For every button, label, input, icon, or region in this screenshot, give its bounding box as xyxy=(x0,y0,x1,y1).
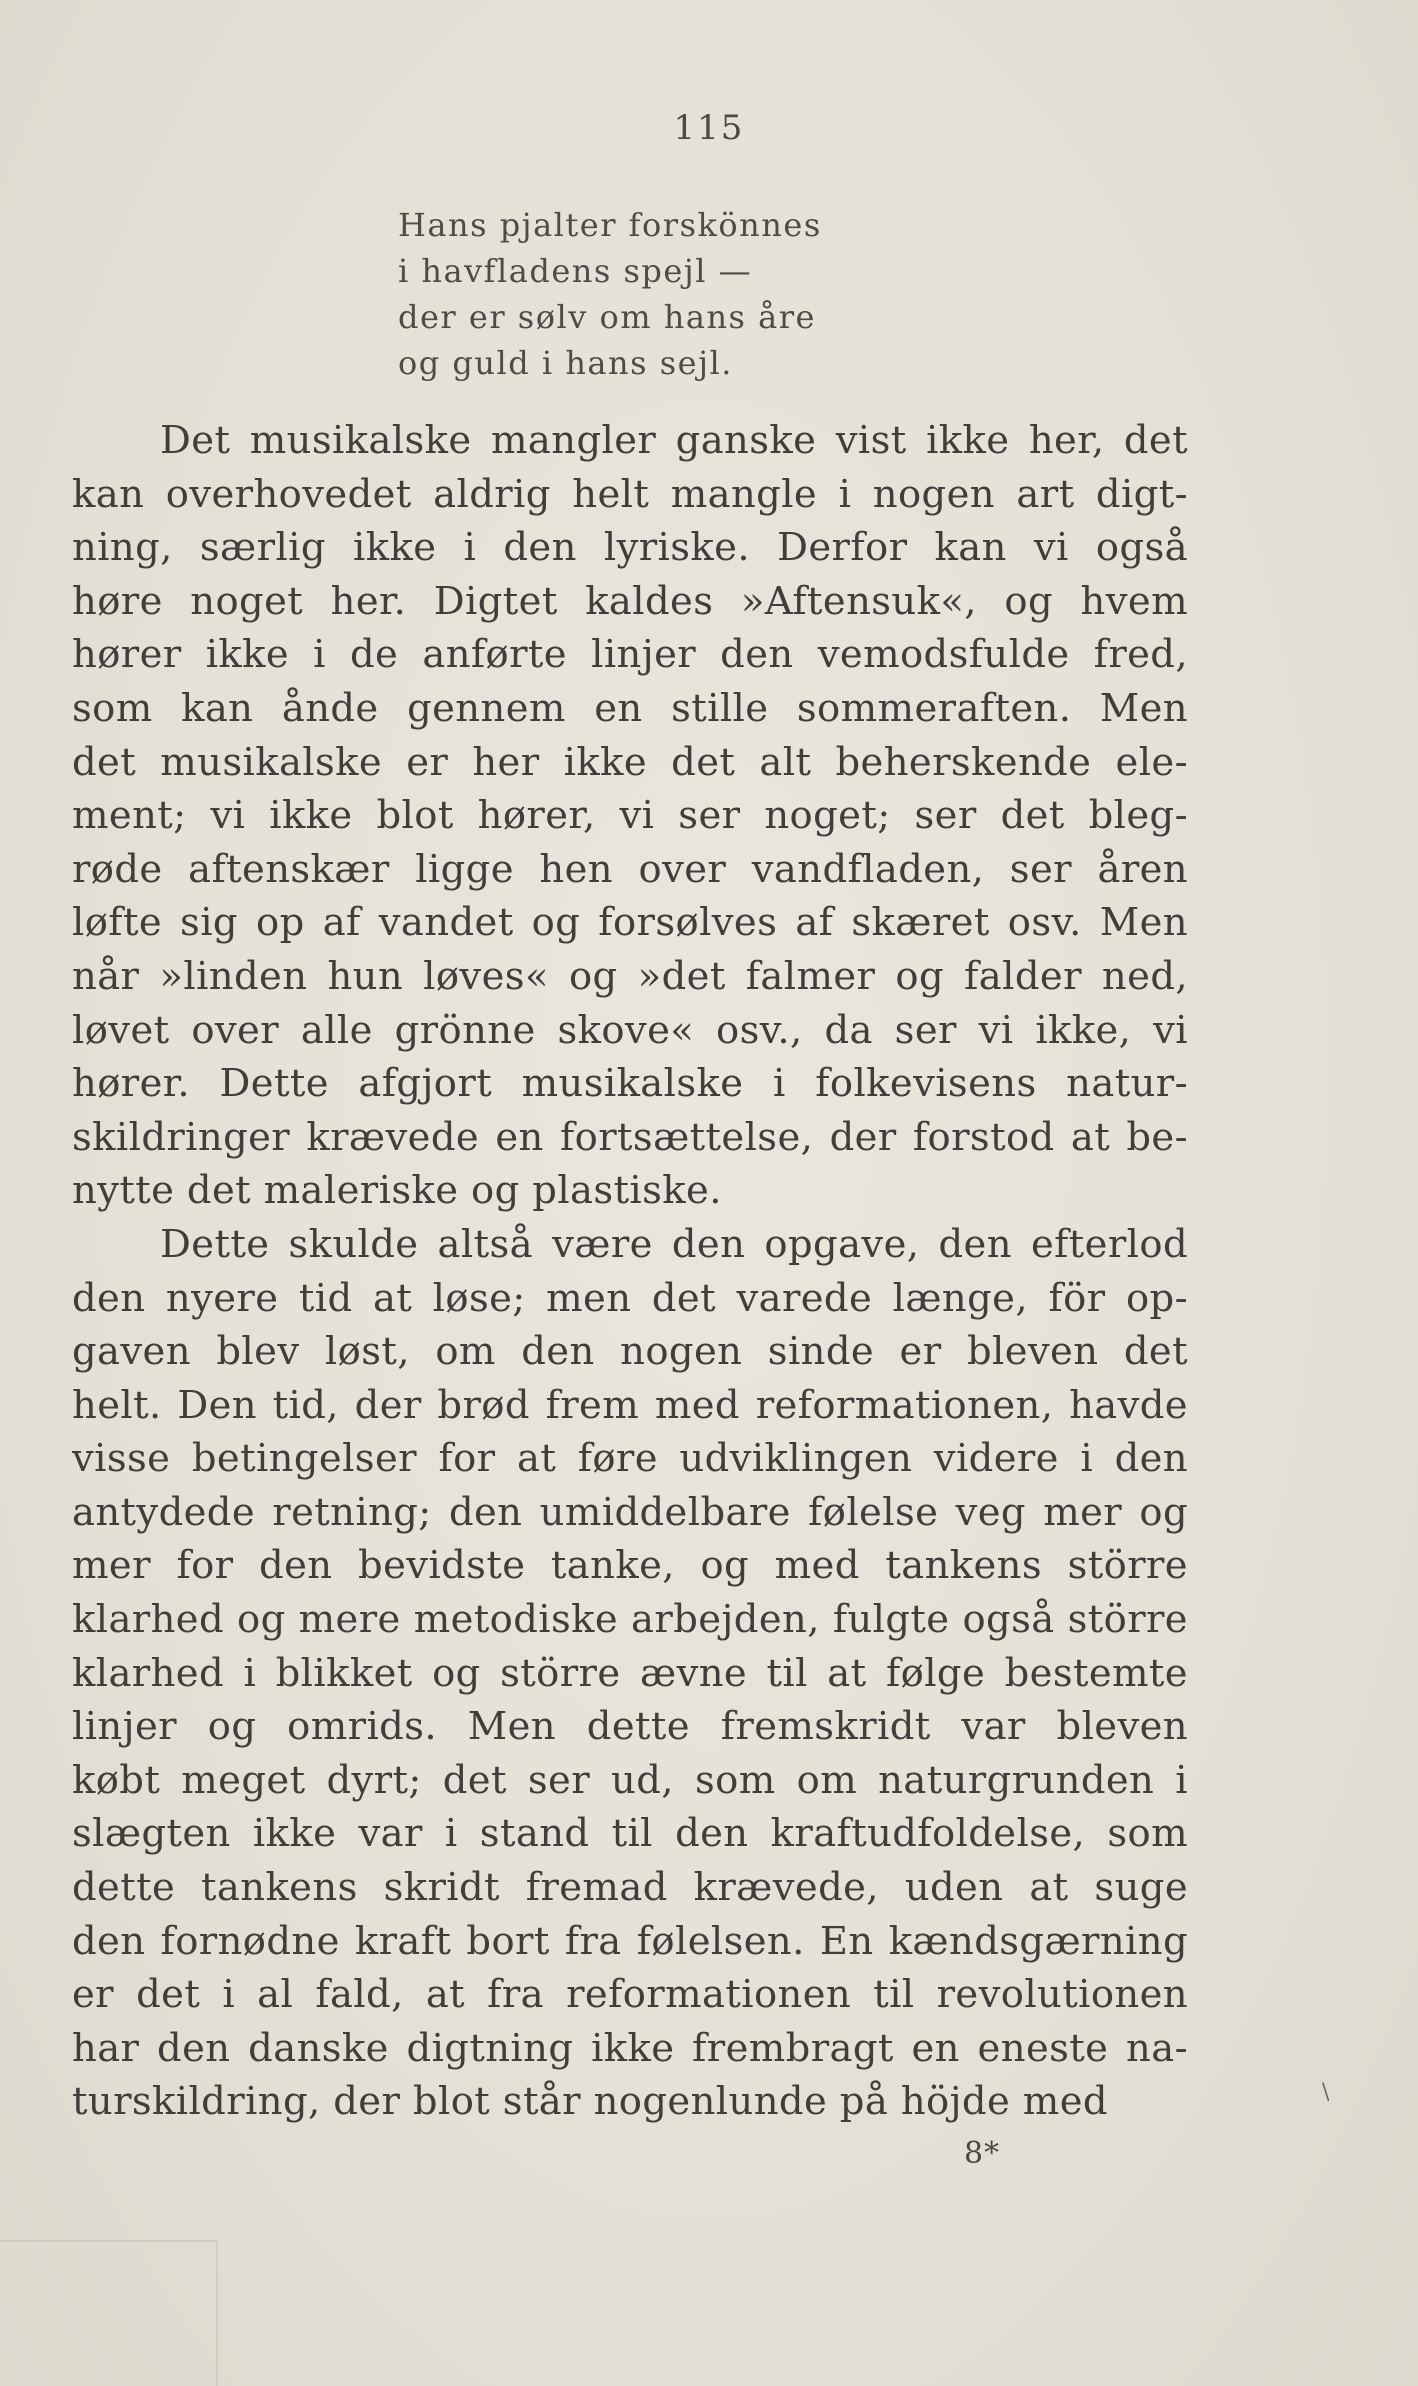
text-line: klarhed i blikket og större ævne til at følge bestemte xyxy=(72,1650,1188,1696)
text-line: klarhed og mere metodiske arbejden, fulgte også större xyxy=(72,1597,1188,1643)
text-line: Det musikalske mangler ganske vist ikke her, det xyxy=(160,418,1188,463)
stray-mark: \ xyxy=(1322,2080,1330,2105)
text-line: røde aftenskær ligge hen over vandfladen, ser åren xyxy=(72,846,1188,892)
signature-mark: 8* xyxy=(964,2136,1001,2171)
text-line: løfte sig op af vandet og forsølves af skæret osv. Men xyxy=(72,900,1188,946)
text-line: skildringer krævede en fortsættelse, der forstod at be- xyxy=(72,1114,1188,1160)
verse-block xyxy=(398,202,822,386)
text-line: antydede retning; den umiddelbare følelse veg mer og xyxy=(72,1489,1188,1535)
text-line: ment; vi ikke blot hører, vi ser noget; ser det bleg- xyxy=(72,793,1188,839)
text-line: løvet over alle grönne skove« osv., da ser vi ikke, vi xyxy=(72,1007,1188,1053)
text-line: har den danske digtning ikke frembragt en eneste na- xyxy=(72,2025,1188,2071)
text-line: linjer og omrids. Men dette fremskridt var bleven xyxy=(72,1704,1188,1750)
text-line: den fornødne kraft bort fra følelsen. En kændsgærning xyxy=(72,1918,1188,1964)
text-line: ning, særlig ikke i den lyriske. Derfor kan vi også xyxy=(72,525,1188,571)
text-line: turskildring, der blot står nogenlunde på höjde med xyxy=(72,2079,1108,2125)
text-line: dette tankens skridt fremad krævede, uden at suge xyxy=(72,1865,1188,1911)
text-line: Dette skulde altså være den opgave, den efterlod xyxy=(160,1221,1188,1267)
text-line: kan overhovedet aldrig helt mangle i nogen art digt- xyxy=(72,471,1188,517)
paragraph xyxy=(72,414,1188,1218)
page-number: 115 xyxy=(673,108,745,148)
text-line: hører. Dette afgjort musikalske i folkevisens natur- xyxy=(72,1061,1188,1107)
scan-edge-line-vertical xyxy=(216,2240,218,2386)
paragraph xyxy=(72,1218,1188,2129)
paragraph-container xyxy=(72,414,1188,2129)
text-line: helt. Den tid, der brød frem med reformationen, havde xyxy=(72,1382,1188,1428)
text-line: mer for den bevidste tanke, og med tankens större xyxy=(72,1543,1188,1589)
text-line: høre noget her. Digtet kaldes »Aftensuk«, og hvem xyxy=(72,578,1188,624)
body-text xyxy=(72,414,1188,2129)
verse-line: der er sølv om hans åre xyxy=(398,298,816,336)
text-line: den nyere tid at løse; men det varede længe, för op- xyxy=(72,1275,1188,1321)
text-line: nytte det maleriske og plastiske. xyxy=(72,1168,722,1214)
text-line: er det i al fald, at fra reformationen til revolutionen xyxy=(72,1972,1188,2018)
text-line: slægten ikke var i stand til den kraftudfoldelse, som xyxy=(72,1811,1188,1857)
text-line: hører ikke i de anførte linjer den vemodsfulde fred, xyxy=(72,632,1188,678)
text-line: det musikalske er her ikke det alt beherskende ele- xyxy=(72,739,1188,785)
verse-line: Hans pjalter forskönnes xyxy=(398,206,822,244)
text-line: som kan ånde gennem en stille sommeraften. Men xyxy=(72,685,1188,731)
text-line: købt meget dyrt; det ser ud, som om naturgrunden i xyxy=(72,1757,1188,1803)
text-line: gaven blev løst, om den nogen sinde er bleven det xyxy=(72,1329,1188,1375)
verse-line: og guld i hans sejl. xyxy=(398,344,733,382)
verse-line: i havfladens spejl — xyxy=(398,252,753,290)
text-line: når »linden hun løves« og »det falmer og falder ned, xyxy=(72,953,1188,999)
text-line: visse betingelser for at føre udviklingen videre i den xyxy=(72,1436,1188,1482)
scan-edge-line xyxy=(0,2240,218,2242)
